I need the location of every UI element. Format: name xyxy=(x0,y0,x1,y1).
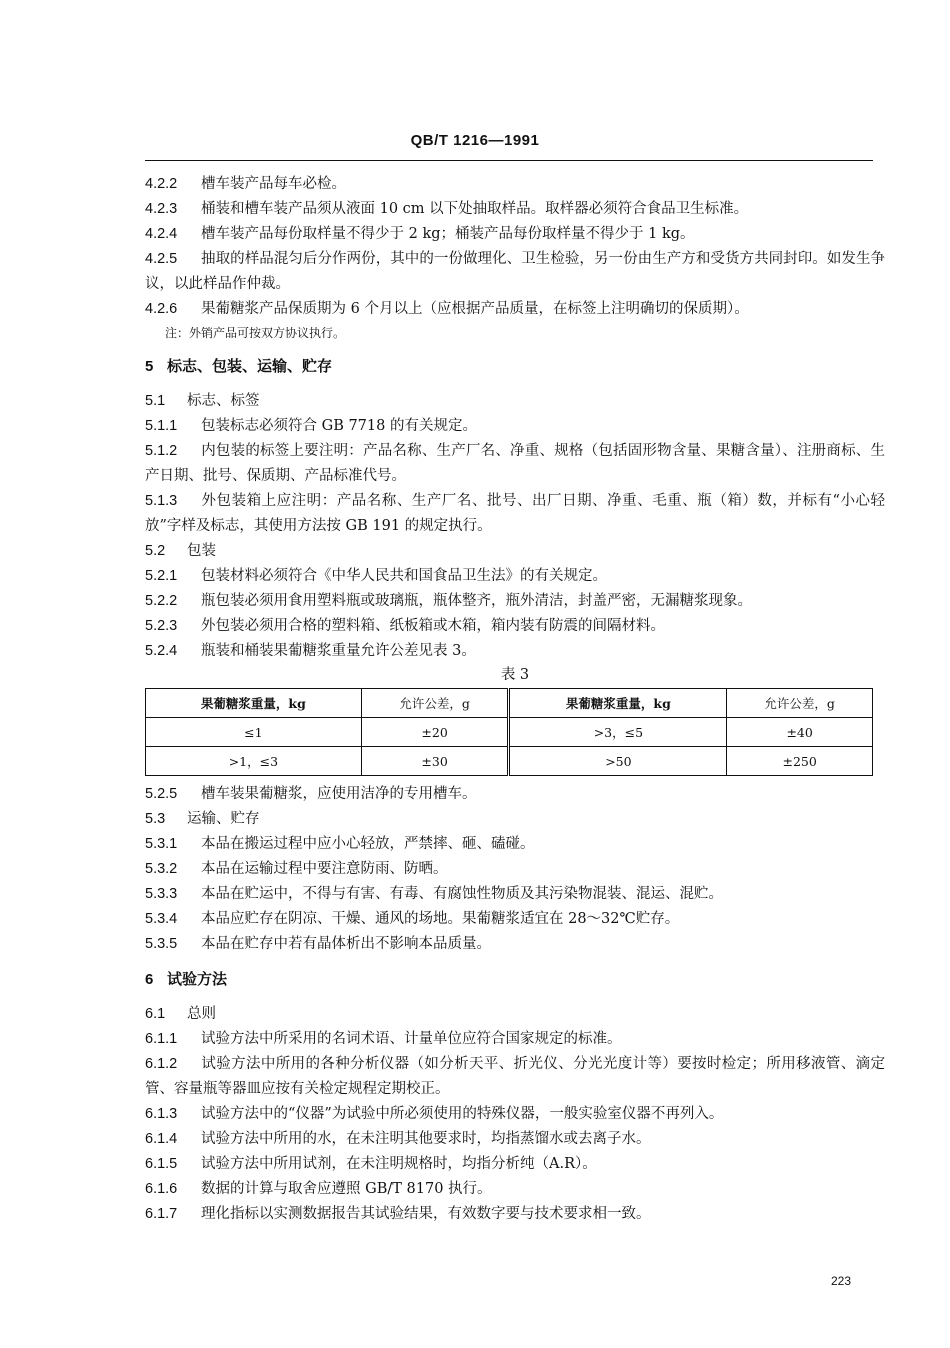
clause-5-2-4 xyxy=(145,639,885,664)
clause-4-2-4 xyxy=(145,222,885,247)
clause-text: 瓶包装必须用食用塑料瓶或玻璃瓶，瓶体整齐，瓶外清洁，封盖严密，无漏糖浆现象。 xyxy=(201,593,752,609)
clause-number: 6.1.2 xyxy=(145,1056,178,1072)
section-5-title xyxy=(145,354,885,379)
clause-text: 本品应贮存在阴凉、干燥、通风的场地。果葡糖浆适宜在 28～32℃贮存。 xyxy=(201,911,680,927)
clause-4-2-2 xyxy=(145,172,885,197)
section-6-title xyxy=(145,967,885,992)
clause-number: 5.3.1 xyxy=(145,836,178,852)
clause-6-1-5 xyxy=(145,1152,885,1177)
clause-number: 5.2.2 xyxy=(145,593,178,609)
clause-5-2-3 xyxy=(145,614,885,639)
document-body xyxy=(145,172,885,1227)
clause-text: 本品在贮存中若有晶体析出不影响本品质量。 xyxy=(201,936,491,952)
clause-text: 本品在搬运过程中应小心轻放，严禁摔、砸、磕碰。 xyxy=(201,836,535,852)
clause-5-3-3 xyxy=(145,882,885,907)
clause-number: 5.2.3 xyxy=(145,618,178,634)
clause-text: 理化指标以实测数据报告其试验结果，有效数字要与技术要求相一致。 xyxy=(201,1206,651,1222)
clause-text: 试验方法中所采用的名词术语、计量单位应符合国家规定的标准。 xyxy=(201,1031,622,1047)
table-cell: >50 xyxy=(509,747,727,776)
clause-number: 5.3 xyxy=(145,811,166,827)
table-caption: 表 3 xyxy=(500,667,530,683)
table-cell: ≤1 xyxy=(146,718,362,747)
clause-5-1-2 xyxy=(145,439,885,489)
header-divider xyxy=(145,160,873,161)
clause-5-3-5 xyxy=(145,932,885,957)
clause-text: 试验方法中所用试剂，在未注明规格时，均指分析纯（A.R）。 xyxy=(201,1156,597,1172)
clause-number: 5.1.1 xyxy=(145,418,178,434)
clause-4-2-6 xyxy=(145,297,885,322)
clause-number: 5.2 xyxy=(145,543,166,559)
clause-5-2 xyxy=(145,539,885,564)
clause-number: 5.1.3 xyxy=(145,493,178,509)
clause-6-1-4 xyxy=(145,1127,885,1152)
clause-5-3-2 xyxy=(145,857,885,882)
clause-5-3-1 xyxy=(145,832,885,857)
section-number: 6 xyxy=(145,971,154,988)
clause-number: 4.2.6 xyxy=(145,301,178,317)
clause-5-3-4 xyxy=(145,907,885,932)
clause-number: 6.1.5 xyxy=(145,1156,178,1172)
table-cell: ±30 xyxy=(361,747,509,776)
clause-text: 内包装的标签上要注明：产品名称、生产厂名、净重、规格（包括固形物含量、果糖含量）、注册商标、生产日期、批号、保质期、产品标准代号。 xyxy=(145,443,885,484)
table-header-cell: 果葡糖浆重量，kg xyxy=(509,689,727,718)
clause-text: 试验方法中所用的水，在未注明其他要求时，均指蒸馏水或去离子水。 xyxy=(201,1131,651,1147)
table-cell: ±40 xyxy=(727,718,873,747)
clause-number: 4.2.5 xyxy=(145,251,178,267)
clause-5-2-2 xyxy=(145,589,885,614)
clause-number: 5.1 xyxy=(145,393,166,409)
table-header-row xyxy=(146,689,873,718)
clause-number: 6.1.4 xyxy=(145,1131,178,1147)
clause-number: 6.1.1 xyxy=(145,1031,178,1047)
clause-5-1-1 xyxy=(145,414,885,439)
table-header-cell: 允许公差，g xyxy=(361,689,509,718)
clause-text: 包装材料必须符合《中华人民共和国食品卫生法》的有关规定。 xyxy=(201,568,607,584)
clause-number: 5.1.2 xyxy=(145,443,178,459)
clause-5-3 xyxy=(145,807,885,832)
clause-number: 5.3.5 xyxy=(145,936,178,952)
clause-number: 5.2.1 xyxy=(145,568,178,584)
clause-6-1-6 xyxy=(145,1177,885,1202)
tolerance-table xyxy=(145,688,873,776)
clause-text: 果葡糖浆产品保质期为 6 个月以上（应根据产品质量，在标签上注明确切的保质期）。 xyxy=(201,301,749,317)
clause-number: 4.2.2 xyxy=(145,176,178,192)
clause-text: 数据的计算与取舍应遵照 GB/T 8170 执行。 xyxy=(201,1181,492,1197)
clause-text: 总则 xyxy=(187,1006,216,1022)
table-cell: >3，≤5 xyxy=(509,718,727,747)
clause-text: 运输、贮存 xyxy=(187,811,260,827)
clause-6-1-2 xyxy=(145,1052,885,1102)
clause-4-2-5 xyxy=(145,247,885,297)
clause-number: 5.2.5 xyxy=(145,786,178,802)
clause-5-2-5 xyxy=(145,782,885,807)
clause-text: 槽车装产品每份取样量不得少于 2 kg；桶装产品每份取样量不得少于 1 kg。 xyxy=(201,226,695,242)
clause-number: 5.2.4 xyxy=(145,643,178,659)
clause-number: 4.2.3 xyxy=(145,201,178,217)
clause-text: 外包装必须用合格的塑料箱、纸板箱或木箱，箱内装有防震的间隔材料。 xyxy=(201,618,665,634)
clause-5-2-1 xyxy=(145,564,885,589)
table-row xyxy=(146,718,873,747)
clause-text: 试验方法中的“仪器”为试验中所必须使用的特殊仪器，一般实验室仪器不再列入。 xyxy=(201,1106,724,1122)
clause-text: 本品在运输过程中要注意防雨、防晒。 xyxy=(201,861,448,877)
clause-text: 标志、标签 xyxy=(187,393,260,409)
table-cell: ±250 xyxy=(727,747,873,776)
page-number: 223 xyxy=(831,1274,852,1288)
clause-text: 本品在贮运中，不得与有害、有毒、有腐蚀性物质及其污染物混装、混运、混贮。 xyxy=(201,886,723,902)
clause-5-1-3 xyxy=(145,489,885,539)
clause-6-1-7 xyxy=(145,1202,885,1227)
clause-text: 桶装和槽车装产品须从液面 10 cm 以下处抽取样品。取样器必须符合食品卫生标准。 xyxy=(201,201,749,217)
clause-number: 4.2.4 xyxy=(145,226,178,242)
section-title-text: 试验方法 xyxy=(167,970,228,988)
clause-text: 包装标志必须符合 GB 7718 的有关规定。 xyxy=(201,418,477,434)
table-header-cell: 果葡糖浆重量，kg xyxy=(146,689,362,718)
clause-number: 6.1 xyxy=(145,1006,166,1022)
clause-text: 槽车装果葡糖浆，应使用洁净的专用槽车。 xyxy=(201,786,477,802)
clause-text: 槽车装产品每车必检。 xyxy=(201,176,346,192)
clause-text: 外包装箱上应注明：产品名称、生产厂名、批号、出厂日期、净重、毛重、瓶（箱）数，并标有“小心轻放”字样及标志，其使用方法按 GB 191 的规定执行。 xyxy=(145,493,885,534)
clause-number: 6.1.3 xyxy=(145,1106,178,1122)
clause-text: 瓶装和桶装果葡糖浆重量允许公差见表 3。 xyxy=(201,643,476,659)
section-number: 5 xyxy=(145,358,154,375)
clause-6-1 xyxy=(145,1002,885,1027)
section-title-text: 标志、包装、运输、贮存 xyxy=(167,357,333,375)
table-row xyxy=(146,747,873,776)
table-header-cell: 允许公差，g xyxy=(727,689,873,718)
clause-number: 5.3.3 xyxy=(145,886,178,902)
clause-6-1-3 xyxy=(145,1102,885,1127)
clause-text: 包装 xyxy=(187,543,216,559)
clause-number: 5.3.2 xyxy=(145,861,178,877)
clause-6-1-1 xyxy=(145,1027,885,1052)
table-cell: ±20 xyxy=(361,718,509,747)
clause-4-2-3 xyxy=(145,197,885,222)
table-cell: >1，≤3 xyxy=(146,747,362,776)
clause-number: 6.1.7 xyxy=(145,1206,178,1222)
clause-5-1 xyxy=(145,389,885,414)
clause-number: 5.3.4 xyxy=(145,911,178,927)
page-header-standard-code: QB/T 1216—1991 xyxy=(410,132,540,149)
note: 注：外销产品可按双方协议执行。 xyxy=(165,326,346,340)
clause-text: 试验方法中所用的各种分析仪器（如分析天平、折光仪、分光光度计等）要按时检定；所用移液管、滴定管、容量瓶等器皿应按有关检定规程定期校正。 xyxy=(145,1056,885,1097)
clause-text: 抽取的样品混匀后分作两份，其中的一份做理化、卫生检验，另一份由生产方和受货方共同封印。如发生争议，以此样品作仲裁。 xyxy=(145,251,885,292)
clause-number: 6.1.6 xyxy=(145,1181,178,1197)
